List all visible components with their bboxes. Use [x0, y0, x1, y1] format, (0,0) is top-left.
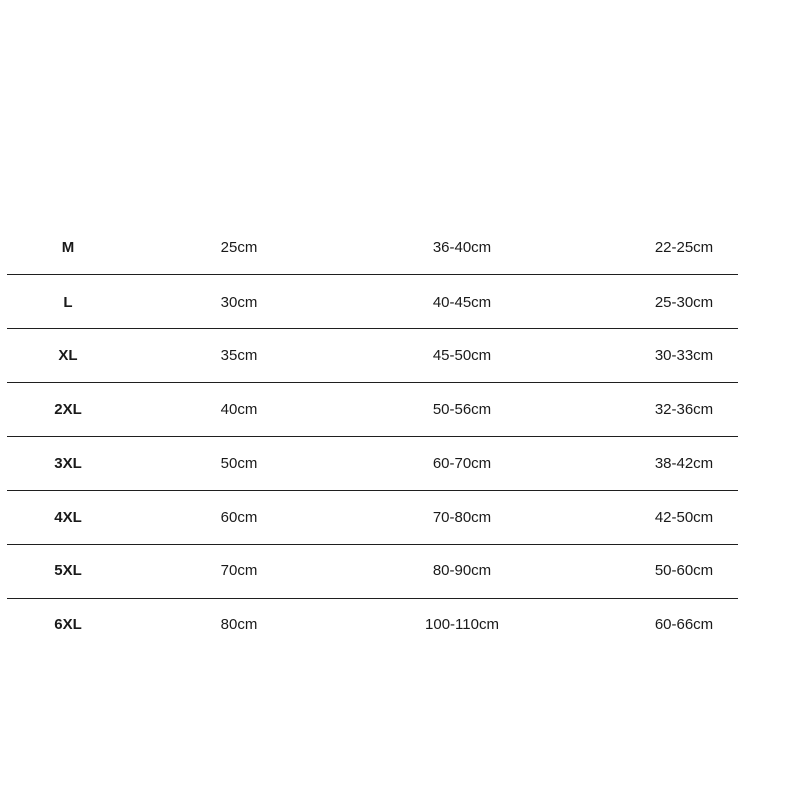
measurement-1: 25cm	[220, 239, 258, 256]
row-divider	[7, 274, 738, 275]
measurement-1: 70cm	[220, 562, 258, 579]
measurement-3: 42-50cm	[654, 509, 714, 526]
size-label: 2XL	[54, 401, 82, 418]
measurement-1: 50cm	[220, 455, 258, 472]
measurement-2: 40-45cm	[432, 294, 492, 311]
row-divider	[7, 382, 738, 383]
measurement-2: 80-90cm	[432, 562, 492, 579]
measurement-2: 70-80cm	[432, 509, 492, 526]
measurement-1: 40cm	[220, 401, 258, 418]
measurement-3: 60-66cm	[654, 616, 714, 633]
measurement-2: 36-40cm	[432, 239, 492, 256]
size-label: 5XL	[54, 562, 82, 579]
measurement-2: 100-110cm	[425, 616, 499, 633]
size-label: L	[63, 294, 73, 311]
row-divider	[7, 436, 738, 437]
row-divider	[7, 328, 738, 329]
size-label: 4XL	[54, 509, 82, 526]
measurement-1: 60cm	[220, 509, 258, 526]
measurement-1: 30cm	[220, 294, 258, 311]
size-label: M	[61, 239, 75, 256]
measurement-2: 45-50cm	[432, 347, 492, 364]
measurement-3: 25-30cm	[654, 294, 714, 311]
measurement-3: 32-36cm	[654, 401, 714, 418]
measurement-3: 38-42cm	[654, 455, 714, 472]
row-divider	[7, 544, 738, 545]
measurement-3: 22-25cm	[654, 239, 714, 256]
size-label: 6XL	[54, 616, 82, 633]
measurement-2: 50-56cm	[432, 401, 492, 418]
measurement-3: 50-60cm	[654, 562, 714, 579]
measurement-3: 30-33cm	[654, 347, 714, 364]
row-divider	[7, 598, 738, 599]
size-label: XL	[58, 347, 78, 364]
measurement-2: 60-70cm	[432, 455, 492, 472]
measurement-1: 35cm	[220, 347, 258, 364]
measurement-1: 80cm	[220, 616, 258, 633]
row-divider	[7, 490, 738, 491]
size-label: 3XL	[54, 455, 82, 472]
